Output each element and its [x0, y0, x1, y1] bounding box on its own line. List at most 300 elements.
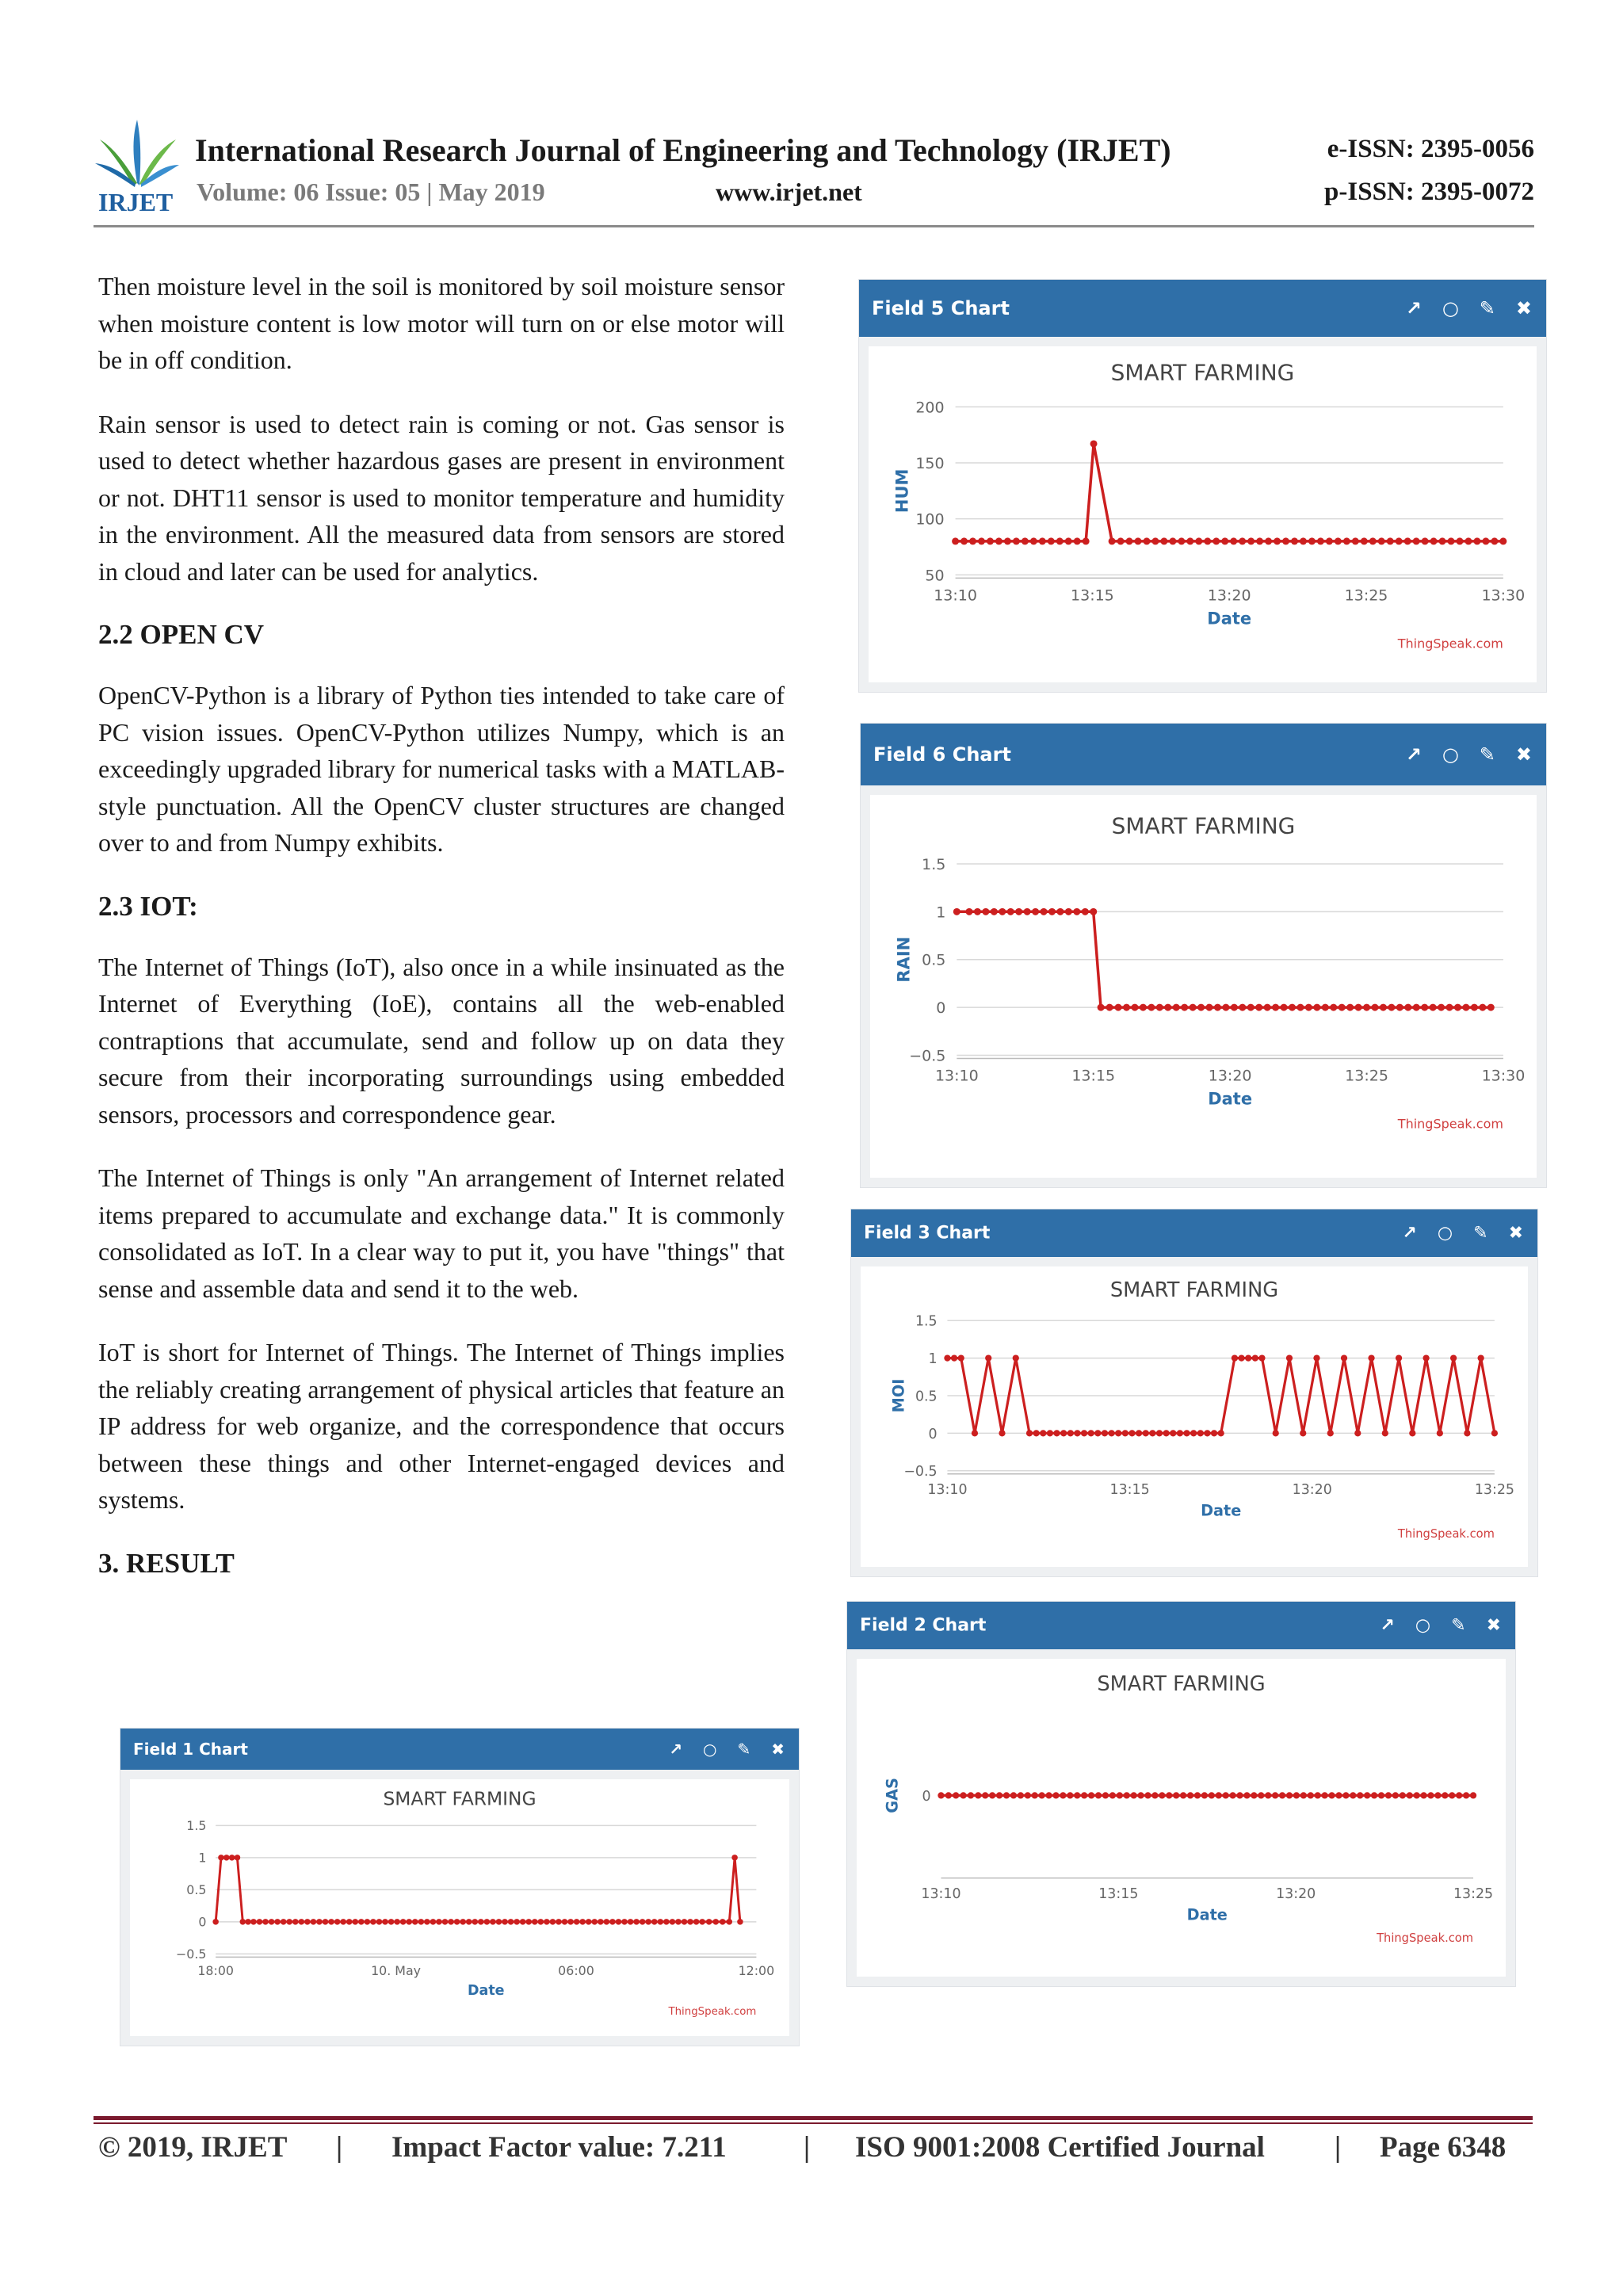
data-point[interactable] [1364, 1792, 1370, 1798]
data-point[interactable] [1291, 537, 1298, 544]
data-point[interactable] [412, 1919, 418, 1925]
data-point[interactable] [633, 1919, 640, 1925]
edit-icon[interactable]: ✎ [1479, 297, 1495, 319]
data-point[interactable] [1098, 1004, 1105, 1011]
data-point[interactable] [574, 1919, 580, 1925]
data-point[interactable] [1300, 1430, 1306, 1436]
data-point[interactable] [1007, 908, 1014, 915]
data-point[interactable] [1156, 1430, 1163, 1436]
data-point[interactable] [1421, 1004, 1428, 1011]
data-point[interactable] [1430, 1004, 1437, 1011]
data-point[interactable] [1279, 1792, 1285, 1798]
data-point[interactable] [1378, 1792, 1384, 1798]
data-point[interactable] [699, 1919, 705, 1925]
data-point[interactable] [727, 1919, 733, 1925]
comment-icon[interactable]: ○ [1415, 1615, 1431, 1636]
data-point[interactable] [1281, 1004, 1288, 1011]
data-point[interactable] [1218, 1430, 1224, 1436]
data-point[interactable] [991, 908, 998, 915]
data-point[interactable] [1090, 440, 1098, 447]
data-point[interactable] [1361, 537, 1368, 544]
data-point[interactable] [1396, 1004, 1403, 1011]
data-point[interactable] [1163, 1430, 1170, 1436]
data-point[interactable] [1499, 537, 1507, 544]
data-point[interactable] [1471, 1004, 1478, 1011]
data-point[interactable] [1144, 1792, 1151, 1798]
data-point[interactable] [706, 1919, 712, 1925]
data-point[interactable] [1413, 1004, 1420, 1011]
data-point[interactable] [1022, 537, 1029, 544]
data-point[interactable] [731, 1855, 738, 1861]
data-point[interactable] [1414, 1792, 1420, 1798]
data-point[interactable] [1178, 537, 1185, 544]
close-icon[interactable]: ✖ [1486, 1615, 1501, 1636]
data-point[interactable] [1148, 1004, 1155, 1011]
data-point[interactable] [1108, 1430, 1114, 1436]
external-link-icon[interactable]: ↗ [1380, 1615, 1395, 1636]
data-point[interactable] [1041, 908, 1048, 915]
data-point[interactable] [1197, 1430, 1204, 1436]
data-point[interactable] [1313, 1354, 1319, 1361]
edit-icon[interactable]: ✎ [737, 1740, 751, 1759]
data-point[interactable] [1404, 537, 1411, 544]
comment-icon[interactable]: ○ [1437, 1223, 1453, 1244]
external-link-icon[interactable]: ↗ [1405, 743, 1422, 766]
data-point[interactable] [1074, 1792, 1080, 1798]
data-point[interactable] [658, 1919, 664, 1925]
data-point[interactable] [1039, 537, 1046, 544]
data-point[interactable] [1056, 908, 1064, 915]
data-point[interactable] [1060, 1430, 1067, 1436]
data-point[interactable] [737, 1919, 743, 1925]
data-point[interactable] [1315, 1792, 1321, 1798]
data-point[interactable] [978, 537, 985, 544]
data-point[interactable] [1102, 1792, 1109, 1798]
data-point[interactable] [567, 1919, 574, 1925]
data-point[interactable] [953, 1792, 959, 1798]
data-point[interactable] [999, 1430, 1005, 1436]
data-point[interactable] [544, 1919, 550, 1925]
data-point[interactable] [1186, 537, 1193, 544]
data-point[interactable] [693, 1919, 700, 1925]
data-point[interactable] [1197, 1004, 1205, 1011]
data-point[interactable] [1308, 537, 1316, 544]
data-point[interactable] [975, 1792, 981, 1798]
data-point[interactable] [987, 537, 994, 544]
data-point[interactable] [972, 1430, 978, 1436]
data-point[interactable] [340, 1919, 346, 1925]
data-point[interactable] [245, 1919, 251, 1925]
data-point[interactable] [1326, 537, 1333, 544]
comment-icon[interactable]: ○ [703, 1740, 717, 1759]
data-point[interactable] [1081, 1430, 1087, 1436]
data-point[interactable] [1282, 537, 1289, 544]
data-point[interactable] [1462, 1004, 1469, 1011]
data-point[interactable] [687, 1919, 693, 1925]
data-point[interactable] [1470, 1792, 1476, 1798]
data-point[interactable] [1354, 1430, 1361, 1436]
data-point[interactable] [1082, 908, 1089, 915]
data-point[interactable] [1073, 908, 1080, 915]
close-icon[interactable]: ✖ [1508, 1223, 1523, 1244]
data-point[interactable] [1109, 537, 1116, 544]
data-point[interactable] [1251, 1792, 1257, 1798]
data-point[interactable] [1322, 1004, 1329, 1011]
data-point[interactable] [579, 1919, 586, 1925]
data-point[interactable] [966, 908, 973, 915]
data-point[interactable] [1396, 1354, 1402, 1361]
data-point[interactable] [1482, 537, 1489, 544]
data-point[interactable] [1018, 1792, 1024, 1798]
data-point[interactable] [406, 1919, 412, 1925]
data-point[interactable] [1190, 1430, 1197, 1436]
data-point[interactable] [1286, 1792, 1293, 1798]
data-point[interactable] [1166, 1792, 1172, 1798]
data-point[interactable] [358, 1919, 365, 1925]
data-point[interactable] [1439, 537, 1446, 544]
data-point[interactable] [1407, 1792, 1413, 1798]
data-point[interactable] [316, 1919, 323, 1925]
data-point[interactable] [586, 1919, 592, 1925]
data-point[interactable] [442, 1919, 449, 1925]
data-point[interactable] [1456, 537, 1463, 544]
data-point[interactable] [508, 1919, 514, 1925]
data-point[interactable] [1231, 1004, 1238, 1011]
data-point[interactable] [1369, 537, 1377, 544]
data-point[interactable] [1149, 1430, 1155, 1436]
data-point[interactable] [235, 1855, 241, 1861]
data-point[interactable] [1437, 1430, 1443, 1436]
data-point[interactable] [550, 1919, 556, 1925]
data-point[interactable] [1450, 1354, 1457, 1361]
data-point[interactable] [274, 1919, 281, 1925]
comment-icon[interactable]: ○ [1442, 297, 1459, 319]
data-point[interactable] [1015, 908, 1022, 915]
data-point[interactable] [1025, 1792, 1031, 1798]
data-point[interactable] [1221, 537, 1228, 544]
data-point[interactable] [1296, 1004, 1304, 1011]
data-point[interactable] [1239, 1004, 1246, 1011]
data-point[interactable] [1491, 537, 1498, 544]
data-point[interactable] [212, 1919, 219, 1925]
data-point[interactable] [292, 1919, 299, 1925]
data-point[interactable] [334, 1919, 341, 1925]
data-point[interactable] [1382, 1430, 1388, 1436]
data-point[interactable] [1102, 1430, 1108, 1436]
data-point[interactable] [1122, 1430, 1128, 1436]
data-point[interactable] [1387, 537, 1394, 544]
data-point[interactable] [651, 1919, 658, 1925]
data-point[interactable] [525, 1919, 532, 1925]
data-point[interactable] [1286, 1354, 1293, 1361]
data-point[interactable] [1463, 1792, 1469, 1798]
data-point[interactable] [982, 908, 989, 915]
close-icon[interactable]: ✖ [1515, 743, 1532, 766]
data-point[interactable] [1128, 1430, 1135, 1436]
data-point[interactable] [974, 908, 981, 915]
data-point[interactable] [1124, 1792, 1130, 1798]
data-point[interactable] [376, 1919, 383, 1925]
data-point[interactable] [1343, 537, 1350, 544]
data-point[interactable] [1252, 1354, 1258, 1361]
data-point[interactable] [592, 1919, 598, 1925]
data-point[interactable] [388, 1919, 395, 1925]
data-point[interactable] [250, 1919, 257, 1925]
data-point[interactable] [1056, 537, 1064, 544]
data-point[interactable] [960, 537, 968, 544]
data-point[interactable] [1265, 1792, 1271, 1798]
data-point[interactable] [1352, 537, 1359, 544]
data-point[interactable] [1473, 537, 1480, 544]
data-point[interactable] [1048, 537, 1055, 544]
data-point[interactable] [382, 1919, 388, 1925]
data-point[interactable] [1033, 1430, 1040, 1436]
data-point[interactable] [938, 1792, 944, 1798]
data-point[interactable] [478, 1919, 484, 1925]
data-point[interactable] [1487, 1004, 1495, 1011]
data-point[interactable] [1335, 537, 1342, 544]
data-point[interactable] [1004, 537, 1011, 544]
data-point[interactable] [616, 1919, 622, 1925]
data-point[interactable] [262, 1919, 269, 1925]
data-point[interactable] [1420, 1792, 1426, 1798]
data-point[interactable] [1048, 908, 1056, 915]
data-point[interactable] [621, 1919, 628, 1925]
data-point[interactable] [1446, 1004, 1453, 1011]
data-point[interactable] [1341, 1354, 1347, 1361]
data-point[interactable] [1385, 1792, 1392, 1798]
data-point[interactable] [1255, 1004, 1262, 1011]
data-point[interactable] [490, 1919, 496, 1925]
data-point[interactable] [1181, 1004, 1188, 1011]
data-point[interactable] [1180, 1792, 1186, 1798]
data-point[interactable] [663, 1919, 670, 1925]
comment-icon[interactable]: ○ [1442, 743, 1459, 766]
edit-icon[interactable]: ✎ [1473, 1223, 1488, 1244]
data-point[interactable] [1258, 1792, 1264, 1798]
data-point[interactable] [1409, 1430, 1415, 1436]
data-point[interactable] [538, 1919, 544, 1925]
data-point[interactable] [430, 1919, 437, 1925]
data-point[interactable] [1247, 537, 1254, 544]
data-point[interactable] [1355, 1004, 1362, 1011]
data-point[interactable] [365, 1919, 371, 1925]
data-point[interactable] [1187, 1792, 1193, 1798]
data-point[interactable] [1115, 1430, 1121, 1436]
data-point[interactable] [1209, 1792, 1215, 1798]
data-point[interactable] [1067, 1430, 1074, 1436]
data-point[interactable] [720, 1919, 726, 1925]
data-point[interactable] [257, 1919, 263, 1925]
data-point[interactable] [953, 908, 960, 915]
data-point[interactable] [1274, 537, 1281, 544]
journal-website-link[interactable]: www.irjet.net [716, 178, 862, 206]
data-point[interactable] [418, 1919, 425, 1925]
data-point[interactable] [556, 1919, 562, 1925]
data-point[interactable] [1265, 537, 1272, 544]
data-point[interactable] [1094, 1430, 1101, 1436]
data-point[interactable] [1136, 1430, 1142, 1436]
data-point[interactable] [1371, 1004, 1378, 1011]
data-point[interactable] [1300, 537, 1307, 544]
data-point[interactable] [1040, 1430, 1046, 1436]
data-point[interactable] [1245, 1354, 1251, 1361]
data-point[interactable] [1479, 1004, 1486, 1011]
data-point[interactable] [958, 1354, 964, 1361]
data-point[interactable] [229, 1855, 235, 1861]
data-point[interactable] [400, 1919, 407, 1925]
data-point[interactable] [969, 537, 976, 544]
data-point[interactable] [299, 1919, 305, 1925]
data-point[interactable] [1137, 1792, 1144, 1798]
data-point[interactable] [286, 1919, 292, 1925]
data-point[interactable] [1032, 1792, 1038, 1798]
data-point[interactable] [1039, 1792, 1045, 1798]
data-point[interactable] [1273, 1430, 1279, 1436]
data-point[interactable] [1247, 1004, 1254, 1011]
data-point[interactable] [1170, 1430, 1176, 1436]
data-point[interactable] [1117, 537, 1125, 544]
data-point[interactable] [1327, 1430, 1334, 1436]
data-point[interactable] [1264, 1004, 1271, 1011]
data-point[interactable] [1413, 537, 1420, 544]
data-point[interactable] [223, 1855, 230, 1861]
data-point[interactable] [675, 1919, 682, 1925]
data-point[interactable] [1448, 537, 1455, 544]
data-point[interactable] [466, 1919, 472, 1925]
data-point[interactable] [436, 1919, 442, 1925]
data-point[interactable] [1173, 1004, 1180, 1011]
data-point[interactable] [1230, 537, 1237, 544]
data-point[interactable] [682, 1919, 688, 1925]
data-point[interactable] [1423, 1354, 1429, 1361]
data-point[interactable] [1211, 1430, 1217, 1436]
data-point[interactable] [598, 1919, 604, 1925]
data-point[interactable] [514, 1919, 520, 1925]
data-point[interactable] [1346, 1004, 1354, 1011]
data-point[interactable] [1143, 537, 1150, 544]
data-point[interactable] [1328, 1792, 1335, 1798]
data-point[interactable] [394, 1919, 400, 1925]
data-point[interactable] [960, 1792, 966, 1798]
data-point[interactable] [1308, 1792, 1314, 1798]
data-point[interactable] [1160, 537, 1167, 544]
data-point[interactable] [1368, 1354, 1374, 1361]
data-point[interactable] [1159, 1792, 1165, 1798]
data-point[interactable] [996, 1792, 1002, 1798]
data-point[interactable] [1088, 1430, 1094, 1436]
data-point[interactable] [1229, 1792, 1235, 1798]
data-point[interactable] [1434, 1792, 1441, 1798]
data-point[interactable] [1106, 1004, 1113, 1011]
data-point[interactable] [328, 1919, 334, 1925]
data-point[interactable] [1140, 1004, 1147, 1011]
data-point[interactable] [1024, 908, 1031, 915]
data-point[interactable] [1003, 1792, 1010, 1798]
data-point[interactable] [1478, 1354, 1484, 1361]
data-point[interactable] [1330, 1004, 1337, 1011]
data-point[interactable] [989, 1792, 995, 1798]
data-point[interactable] [424, 1919, 430, 1925]
data-point[interactable] [1338, 1004, 1346, 1011]
data-point[interactable] [1400, 1792, 1406, 1798]
data-point[interactable] [370, 1919, 376, 1925]
data-point[interactable] [1131, 1792, 1137, 1798]
data-point[interactable] [1053, 1430, 1060, 1436]
data-point[interactable] [985, 1354, 991, 1361]
data-point[interactable] [1427, 1792, 1434, 1798]
data-point[interactable] [1123, 1004, 1130, 1011]
data-point[interactable] [281, 1919, 287, 1925]
data-point[interactable] [1194, 1792, 1201, 1798]
data-point[interactable] [323, 1919, 329, 1925]
data-point[interactable] [1052, 1792, 1059, 1798]
data-point[interactable] [460, 1919, 466, 1925]
data-point[interactable] [1201, 1792, 1208, 1798]
data-point[interactable] [218, 1855, 224, 1861]
data-point[interactable] [448, 1919, 454, 1925]
edit-icon[interactable]: ✎ [1451, 1615, 1466, 1636]
data-point[interactable] [472, 1919, 479, 1925]
data-point[interactable] [1164, 1004, 1171, 1011]
data-point[interactable] [1456, 1792, 1462, 1798]
data-point[interactable] [1117, 1792, 1123, 1798]
data-point[interactable] [1491, 1430, 1498, 1436]
data-point[interactable] [1026, 1430, 1033, 1436]
data-point[interactable] [1095, 1792, 1102, 1798]
data-point[interactable] [1371, 1792, 1377, 1798]
data-point[interactable] [1396, 537, 1403, 544]
external-link-icon[interactable]: ↗ [1405, 297, 1422, 319]
data-point[interactable] [1083, 537, 1090, 544]
data-point[interactable] [1256, 537, 1263, 544]
data-point[interactable] [1151, 1792, 1158, 1798]
data-point[interactable] [1350, 1792, 1356, 1798]
data-point[interactable] [1305, 1004, 1312, 1011]
data-point[interactable] [1081, 1792, 1087, 1798]
data-point[interactable] [1045, 1792, 1052, 1798]
data-point[interactable] [945, 1792, 952, 1798]
data-point[interactable] [944, 1354, 950, 1361]
data-point[interactable] [1239, 537, 1246, 544]
data-point[interactable] [1363, 1004, 1370, 1011]
data-point[interactable] [1392, 1792, 1399, 1798]
data-point[interactable] [1258, 1354, 1265, 1361]
data-point[interactable] [1151, 537, 1159, 544]
data-point[interactable] [1300, 1792, 1307, 1798]
data-point[interactable] [502, 1919, 508, 1925]
data-point[interactable] [1010, 1792, 1017, 1798]
data-point[interactable] [952, 537, 959, 544]
data-point[interactable] [1465, 537, 1472, 544]
data-point[interactable] [1013, 1354, 1019, 1361]
data-point[interactable] [640, 1919, 646, 1925]
data-point[interactable] [1442, 1792, 1448, 1798]
data-point[interactable] [1190, 1004, 1197, 1011]
data-point[interactable] [1090, 908, 1097, 915]
data-point[interactable] [1060, 1792, 1066, 1798]
data-point[interactable] [1317, 537, 1324, 544]
data-point[interactable] [1342, 1792, 1349, 1798]
data-point[interactable] [454, 1919, 460, 1925]
data-point[interactable] [1065, 537, 1072, 544]
data-point[interactable] [1109, 1792, 1116, 1798]
data-point[interactable] [1464, 1430, 1470, 1436]
data-point[interactable] [353, 1919, 359, 1925]
data-point[interactable] [628, 1919, 634, 1925]
data-point[interactable] [1272, 1004, 1279, 1011]
data-point[interactable] [1126, 537, 1133, 544]
